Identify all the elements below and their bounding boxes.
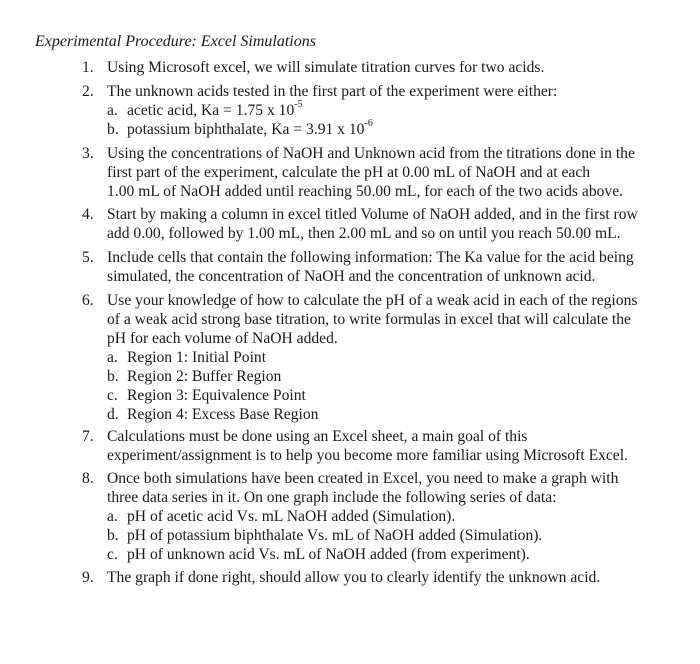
- sub-item-letter: a.: [107, 508, 118, 525]
- item-number: 7.: [82, 428, 94, 445]
- item-number: 4.: [82, 206, 94, 223]
- item-text-line: simulated, the concentration of NaOH and the concentration of unknown acid.: [107, 268, 596, 285]
- sub-item-letter: a.: [107, 102, 118, 119]
- item-text-line: Once both simulations have been created in Excel, you need to make a graph with: [107, 470, 619, 487]
- item-number: 9.: [82, 569, 94, 586]
- sub-item-text: Region 4: Excess Base Region: [127, 406, 319, 423]
- item-text-line: experiment/assignment is to help you become more familiar using Microsoft Excel.: [107, 447, 628, 464]
- list-item-8: [82, 469, 667, 564]
- item-text-line: Using Microsoft excel, we will simulate titration curves for two acids.: [107, 59, 545, 76]
- item-text-line: 1.00 mL of NaOH added until reaching 50.00 mL, for each of the two acids above.: [107, 183, 624, 200]
- item-number: 5.: [82, 249, 94, 266]
- list-item-3: [82, 144, 667, 201]
- sub-item-text: Region 2: Buffer Region: [127, 368, 282, 385]
- sub-item-text: Region 1: Initial Point: [127, 349, 267, 366]
- list-item-9: [82, 568, 667, 587]
- list-item-6: [82, 291, 667, 424]
- item-text-line: pH for each volume of NaOH added.: [107, 330, 338, 347]
- item-number: 1.: [82, 59, 94, 76]
- item-text-line: of a weak acid strong base titration, to write formulas in excel that will calculate the: [107, 311, 631, 328]
- sub-item-2a: [107, 98, 667, 120]
- sub-item-text: pH of acetic acid Vs. mL NaOH added (Simulation).: [127, 508, 456, 525]
- list-item-5: [82, 248, 667, 286]
- item-text-line: add 0.00, followed by 1.00 mL, then 2.00 mL and so on until you reach 50.00 mL.: [107, 225, 621, 242]
- sub-item-text: pH of potassium biphthalate Vs. mL of NaOH added (Simulation).: [127, 527, 543, 544]
- item-number: 3.: [82, 145, 94, 162]
- list-item-2: [82, 82, 667, 139]
- sub-item-letter: d.: [107, 406, 119, 423]
- sub-item-letter: c.: [107, 387, 118, 404]
- exponent: -5: [294, 98, 303, 110]
- sub-item-letter: b.: [107, 527, 119, 544]
- sub-item-text: pH of unknown acid Vs. mL of NaOH added (from experiment).: [127, 546, 530, 563]
- item-number: 6.: [82, 292, 94, 309]
- item-text-line: The unknown acids tested in the first part of the experiment were either:: [107, 83, 558, 100]
- item-text-line: three data series in it. On one graph include the following series of data:: [107, 489, 557, 506]
- exponent: -6: [364, 117, 373, 129]
- item-text-line: Start by making a column in excel titled Volume of NaOH added, and in the first row: [107, 206, 638, 223]
- item-number: 2.: [82, 83, 94, 100]
- sub-item-text: potassium biphthalate, Ka = 3.91 x 10: [127, 121, 365, 138]
- sub-item-2b: [107, 117, 667, 139]
- sub-item-letter: a.: [107, 349, 118, 366]
- sub-item-letter: b.: [107, 121, 119, 138]
- item-text-line: Using the concentrations of NaOH and Unknown acid from the titrations done in the: [107, 145, 635, 162]
- document-title: Experimental Procedure: Excel Simulations: [35, 33, 316, 50]
- sub-item-text: Region 3: Equivalence Point: [127, 387, 306, 404]
- list-item-4: [82, 205, 667, 243]
- sub-item-6a: [107, 348, 667, 367]
- item-text-line: first part of the experiment, calculate the pH at 0.00 mL of NaOH and at each: [107, 164, 591, 181]
- sub-item-8b: [107, 526, 667, 545]
- sub-item-6d: [107, 405, 667, 424]
- item-text-line: Calculations must be done using an Excel sheet, a main goal of this: [107, 428, 528, 445]
- list-item-7: [82, 427, 667, 465]
- list-item-1: [82, 58, 667, 77]
- item-text-line: Include cells that contain the following information: The Ka value for the acid being: [107, 249, 634, 266]
- sub-item-6c: [107, 386, 667, 405]
- item-text-line: The graph if done right, should allow you to clearly identify the unknown acid.: [107, 569, 601, 586]
- sub-item-letter: c.: [107, 546, 118, 563]
- sub-item-letter: b.: [107, 368, 119, 385]
- sub-item-6b: [107, 367, 667, 386]
- sub-item-text: acetic acid, Ka = 1.75 x 10: [127, 102, 295, 119]
- item-text-line: Use your knowledge of how to calculate the pH of a weak acid in each of the regions: [107, 292, 638, 309]
- sub-item-8a: [107, 507, 667, 526]
- item-number: 8.: [82, 470, 94, 487]
- sub-item-8c: [107, 545, 667, 564]
